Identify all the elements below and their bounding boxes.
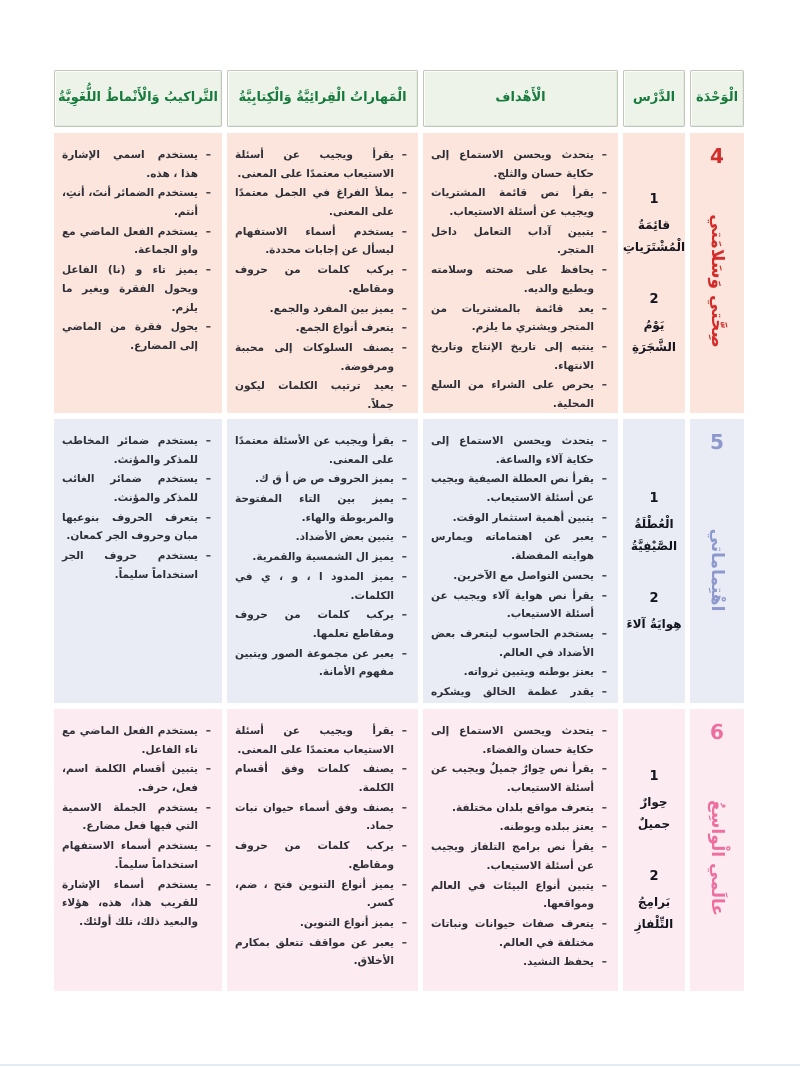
lesson-item [626,765,682,835]
lesson-item [626,288,682,358]
lesson-cell-6 [623,709,685,991]
list-item [62,146,211,183]
lesson-title: بَرامِجُ التِّلْفازِ [634,895,674,932]
list-item [235,339,407,376]
item-text: يصنف كلمات وفق أقسام الكلمة. [235,763,394,795]
page-bottom-rule [0,1064,800,1066]
item-text: يعبر عن اهتماماته ويمارس هوايته المفضلة. [431,531,594,563]
list-item [235,223,407,260]
item-text: يعتز ببلده وبوطنه. [499,821,594,834]
list-item [431,567,607,586]
unit-cell-6 [690,709,744,991]
item-text: يميز أنواع التنوين. [299,916,394,929]
objectives-cell-4 [423,133,618,413]
item-text: يميز أنواع التنوين فتح ، ضم، كسر. [235,878,394,910]
list-item [235,799,407,836]
item-text: يركب كلمات من حروف ومقاطع. [235,840,394,871]
list-item [431,376,607,413]
item-text: يتبين أنواع البيئات في العالم ومواقعها. [431,879,594,911]
lesson-number: 1 [649,191,659,207]
item-text: يتعرف أنواع الجمع. [295,322,394,335]
item-text: يستخدم أسماء الاستفهام استخداماً سليماً. [62,840,198,871]
item-text: يقرأ نص حِوارٌ جميلٌ ويجيب عن أسئلة الاستيعاب. [431,763,594,795]
unit-title: اهْتِماماتي [707,528,727,611]
list-item [431,509,607,528]
item-text: يتحدث ويحسن الاستماع إلى حكاية آلاء والساعة. [431,435,594,466]
list-item [235,876,407,913]
header-skills: الْمَهاراتُ الْقِرائِيَّةُ وَالْكِتابِيَّةُ [227,70,418,127]
list-item [431,877,607,914]
list-item [62,223,211,260]
item-text: يعبر عن مواقف تتعلق بمكارم الأخلاق. [235,936,394,968]
list-item [235,300,407,319]
list-item [235,934,407,971]
list-item [235,432,407,469]
lesson-number: 2 [649,591,659,607]
lesson-title: يَوْمُ الشَّجَرَةِ [631,318,677,355]
lesson-title: هِوايَةُ آلاءَ [626,617,682,632]
list-item [62,837,211,874]
lesson-number: 2 [649,292,659,307]
item-text: يستخدم ضمائر الغائب للمذكر والمؤنث. [62,473,198,505]
lesson-item [626,587,681,635]
list-item [62,760,211,797]
list-item [235,568,407,605]
item-text: يميز الحروف ص ض أ ق ك. [255,473,394,486]
list-item [235,548,407,567]
item-text: يميز ال الشمسية والقمرية. [252,551,394,564]
header-unit: الْوَحْدَة [690,70,744,127]
item-text: يستخدم الفعل الماضي مع واو الجماعة. [62,225,198,257]
list-item [431,625,607,662]
header-structures: التَّراكيبُ وَالْأَنْماطُ اللُّغَوِيَّةُ [54,70,222,127]
list-item [431,146,607,183]
item-text: يحول فقرة من الماضي إلى المضارع. [62,321,198,352]
item-text: يقرأ ويجيب عن أسئلة الاستيعاب معتمدًا على المعنى. [235,725,394,756]
item-text: يعبر عن مجموعة الصور ويتبين مفهوم الأمانة. [235,647,394,679]
item-text: يستخدم حروف الجر استخداماً سليماً. [62,550,198,581]
item-text: يحفظ النشيد. [523,956,594,969]
list-item [235,914,407,933]
skills-cell-4 [227,133,418,413]
lesson-title: حِوارٌ جميلٌ [637,794,671,831]
lesson-item [626,487,682,557]
list-item [235,490,407,527]
list-item [62,799,211,836]
item-text: يميز تاء و (نا) الفاعل ويحول الفقرة ويغير ما يلزم. [62,264,198,314]
unit-number: 6 [710,720,724,744]
unit-number: 4 [710,144,724,168]
unit-title: عالَمي الْواسِعُ [707,800,727,917]
list-item [235,319,407,338]
list-item [431,432,607,469]
item-text: يتبين أقسام الكلمة اسم، فعل، حرف. [62,763,198,795]
item-text: يتحدث ويحسن الاستماع إلى حكاية حسان والثلج. [431,149,594,180]
item-text: يستخدم الحاسوب ليتعرف بعض الأضداد في العالم. [431,627,594,659]
item-text: يتبين بعض الأضداد. [295,531,394,544]
list-item [62,876,211,932]
objectives-cell-6 [423,709,618,991]
list-item [431,818,607,837]
list-item [431,799,607,818]
item-text: يصنف وفق أسماء حيوان نبات جماد. [235,801,394,833]
list-item [235,377,407,413]
lesson-number: 1 [649,490,659,506]
list-item [431,184,607,221]
unit-cell-4 [690,133,744,413]
item-text: يحافظ على صحته وسلامته ويطيع والديه. [431,264,594,295]
item-text: يميز بين المفرد والجمع. [269,302,394,315]
list-item [235,470,407,489]
item-text: يستخدم ضمائر المخاطب للمذكر والمؤنث. [62,435,198,466]
item-text: يقرأ ويجيب عن أسئلة الاستيعاب معتمدًا على المعنى. [235,149,394,180]
lesson-item [626,865,682,935]
list-item [431,223,607,260]
unit-cell-5 [690,419,744,703]
item-text: يتعرف صفات حيوانات ونباتات مختلفة في العالم. [431,917,594,949]
item-text: يتعرف مواقع بلدان مختلفة. [452,801,594,814]
item-text: يستخدم الفعل الماضي مع تاء الفاعل. [62,725,198,756]
list-item [431,338,607,375]
list-item [235,261,407,298]
list-item [235,837,407,874]
lesson-number: 1 [649,768,659,784]
list-item [431,838,607,875]
lesson-item [623,188,685,258]
list-item [235,760,407,797]
item-text: يعد قائمة بالمشتريات من المتجر ويشتري ما يلزم. [431,302,594,334]
item-text: يحسن التواصل مع الآخرين. [453,569,594,582]
item-text: يتعرف الحروف بنوعيها مبان وحروف الجر كمعان. [62,511,198,543]
item-text: يميز بين التاء المفتوحة والمربوطة والهاء. [235,493,394,524]
item-text: يحرص على الشراء من السلع المحلية. [431,379,594,410]
list-item [62,509,211,546]
curriculum-table [54,70,744,991]
unit-title: صِحَّتي وَسَلامَتي [707,214,727,349]
list-item [62,184,211,221]
item-text: يعتز بوطنه ويتبين ثرواته. [463,666,594,679]
list-item [431,915,607,952]
list-item [431,528,607,565]
item-text: يقرأ نص قائمة المشتريات ويجيب عن أسئلة الاستيعاب. [431,187,594,219]
list-item [431,663,607,682]
item-text: يملأ الفراغ في الجمل معتمدًا على المعنى. [235,187,394,219]
item-text: يستخدم أسماء الإشارة للقريب هذا، هذه، هؤلاء والبعيد ذلك، تلك أولئك. [62,878,198,928]
list-item [235,528,407,547]
item-text: يتبين آداب التعامل داخل المتجر. [431,225,594,257]
item-text: يقرأ نص برامج التلفاز ويجيب عن أسئلة الاستيعاب. [431,841,594,872]
list-item [235,184,407,221]
list-item [235,146,407,183]
item-text: ينتبه إلى تاريخ الإنتاج وتاريخ الانتهاء. [431,340,594,372]
list-item [62,722,211,759]
lesson-cell-5 [623,419,685,703]
list-item [62,470,211,507]
item-text: يستخدم أسماء الاستفهام ليسأل عن إجابات محددة. [235,225,394,257]
unit-number: 5 [710,430,724,454]
item-text: يقرأ نص العطلة الصيفية ويجيب عن أسئلة الاستيعاب. [431,473,594,505]
item-text: يعيد ترتيب الكلمات ليكون جملاً. [235,380,394,411]
header-lesson: الدَّرْس [623,70,685,127]
list-item [431,722,607,759]
item-text: يقرأ نص هواية آلاء ويجيب عن أسئلة الاستيعاب. [431,589,594,621]
structures-cell-4 [54,133,222,413]
item-text: يصنف السلوكات إلى محببة ومرفوضة. [235,341,394,373]
item-text: يقدر عظمة الخالق ويشكره [431,685,594,698]
list-item [235,722,407,759]
item-text: يميز المدود ا ، و ، ي في الكلمات. [235,570,394,602]
skills-cell-5 [227,419,418,703]
list-item [235,606,407,643]
item-text: يتبين أهمية استثمار الوقت. [452,511,594,524]
lesson-title: الْعُطْلَةُ الصَّيْفِيَّةُ [630,516,678,553]
item-text: يستخدم اسمي الإشارة هذا ، هذه. [62,149,198,180]
skills-cell-6 [227,709,418,991]
list-item [235,645,407,682]
list-item [62,432,211,469]
list-item [62,318,211,355]
lesson-number: 2 [649,869,659,884]
objectives-cell-5 [423,419,618,703]
list-item [431,470,607,507]
item-text: يركب كلمات من حروف ومقاطع. [235,264,394,295]
item-text: يستخدم الضمائر أنتَ، أنتِ، أنتم. [62,187,198,219]
header-objectives: الْأَهْداف [423,70,618,127]
lesson-cell-4 [623,133,685,413]
item-text: يركب كلمات من حروف ومقاطع تعلمها. [235,609,394,640]
item-text: يقرأ ويجيب عن الأسئلة معتمدًا على المعنى. [235,435,394,466]
list-item [62,261,211,317]
list-item [431,683,607,703]
list-item [431,760,607,797]
item-text: يستخدم الجملة الاسمية التي فيها فعل مضارع. [62,801,198,833]
list-item [62,547,211,584]
list-item [431,300,607,337]
structures-cell-6 [54,709,222,991]
list-item [431,953,607,972]
list-item [431,261,607,298]
item-text: يتحدث ويحسن الاستماع إلى حكاية حسان والفضاء. [431,725,594,756]
structures-cell-5 [54,419,222,703]
lesson-title: قائِمَةُ الْمُشْتَرَياتِ [623,217,685,254]
list-item [431,587,607,624]
